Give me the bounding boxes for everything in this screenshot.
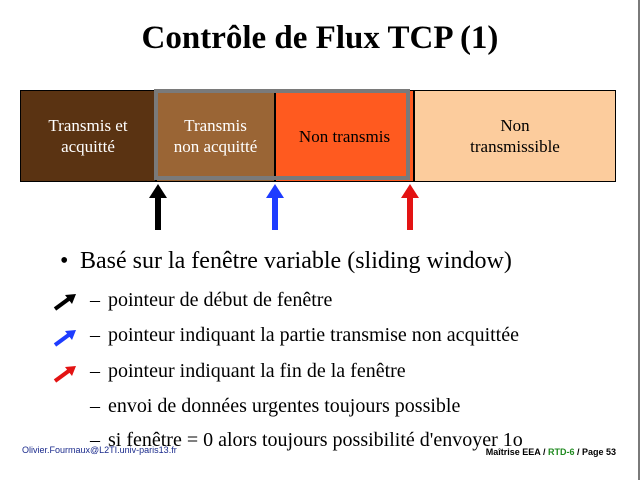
page-footer [486, 447, 616, 457]
main-bullet [60, 248, 512, 275]
item-text: pointeur indiquant la fin de la fenêtre [108, 360, 406, 382]
segment-label: Transmis et acquitté [48, 116, 128, 156]
segment-not-sent [275, 90, 414, 182]
slide-title: Contrôle de Flux TCP (1) [141, 20, 499, 56]
item-text: pointeur indiquant la partie transmise non acquittée [108, 324, 519, 346]
unacked-pointer-icon [264, 182, 286, 232]
list-item [90, 289, 332, 312]
list-item [90, 324, 519, 347]
segment-label: Transmis non acquitté [173, 116, 258, 156]
footer-course: Maîtrise EEA / [485, 447, 548, 457]
window-bar [20, 90, 616, 182]
dash: – [90, 360, 100, 382]
window-end-pointer-icon [399, 182, 421, 232]
segment-sent-unacked [156, 90, 275, 182]
main-bullet-text: Basé sur la fenêtre variable (sliding window) [80, 248, 512, 274]
blue-arrow-icon [52, 328, 78, 348]
author-email-link[interactable]: Olivier.Fourmaux@L2TI.univ-paris13.fr [22, 445, 177, 455]
dash: – [90, 324, 100, 346]
segment-label: Non transmis [298, 126, 391, 146]
item-text: pointeur de début de fenêtre [108, 289, 333, 311]
segment-not-sendable [414, 90, 616, 182]
footer-module: RTD-6 [547, 447, 575, 457]
list-item [90, 395, 460, 418]
dash: – [90, 395, 100, 417]
window-start-pointer-icon [147, 182, 169, 232]
black-arrow-icon [52, 292, 78, 312]
segment-label: Non transmissible [470, 116, 560, 156]
segment-sent-acked [20, 90, 156, 182]
item-text: envoi de données urgentes toujours possible [108, 395, 461, 417]
item-text: si fenêtre = 0 alors toujours possibilité d'envoyer 1o [108, 429, 523, 451]
footer-page: / Page 53 [574, 447, 616, 457]
red-arrow-icon [52, 364, 78, 384]
dash: – [90, 289, 100, 311]
dash: – [90, 429, 100, 451]
list-item [90, 360, 406, 383]
bullet-symbol: • [60, 248, 69, 274]
